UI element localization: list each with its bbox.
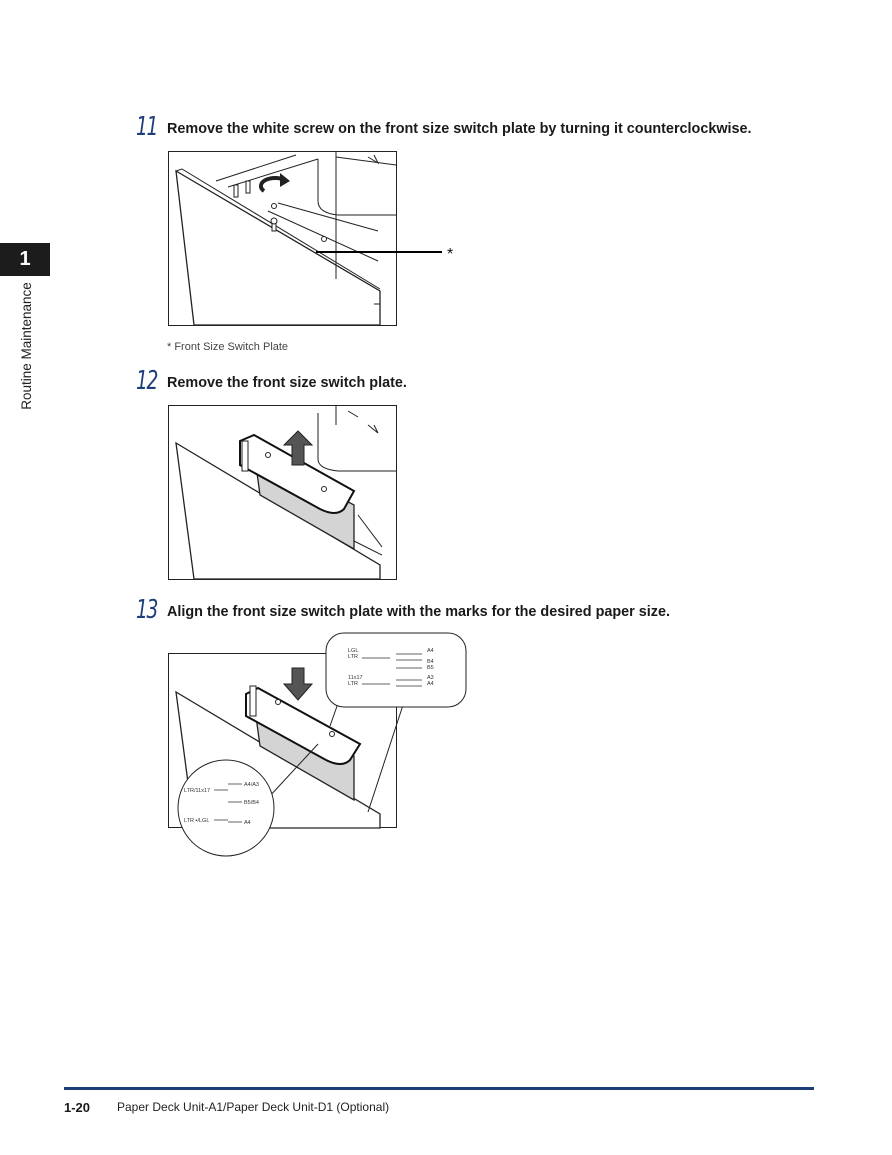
mark-a4-r-bottom: A4	[244, 820, 251, 826]
mark-a4: A4	[427, 681, 434, 687]
mark-lgl: LGL	[348, 648, 359, 654]
step-13-number: 13	[136, 595, 157, 625]
mark-11x17: 11x17	[348, 675, 363, 681]
mark-a4-r: A4	[427, 648, 434, 654]
mark-ltr-lgl: LTR ▪/LGL	[184, 818, 210, 824]
mark-a3: A3	[427, 675, 434, 681]
figure-caption: * Front Size Switch Plate	[167, 341, 289, 353]
mark-b5b4: B5/B4	[244, 800, 259, 806]
step-11-number: 11	[136, 112, 157, 142]
mark-ltr: LTR	[348, 681, 358, 687]
step-12-number: 12	[136, 366, 157, 396]
figure-align-plate	[168, 632, 470, 858]
mark-ltr-r: LTR	[348, 654, 358, 660]
figure-remove-plate	[168, 405, 398, 581]
footer-rule	[64, 1087, 814, 1090]
step-13-text: Align the front size switch plate with the marks for the desired paper size.	[167, 604, 670, 620]
figure-remove-screw	[168, 151, 468, 327]
chapter-title: Routine Maintenance	[19, 282, 34, 410]
chapter-tab: 1	[0, 243, 50, 276]
step-12-text: Remove the front size switch plate.	[167, 375, 407, 391]
step-11-text: Remove the white screw on the front size switch plate by turning it counterclockwise.	[167, 121, 752, 137]
mark-b5: B5	[427, 665, 434, 671]
mark-ltr11x17: LTR/11x17	[184, 788, 211, 794]
document-title: Paper Deck Unit-A1/Paper Deck Unit-D1 (Optional)	[117, 1100, 390, 1114]
page-number: 1-20	[64, 1100, 91, 1115]
figure-callout-star: *	[447, 246, 454, 263]
mark-a4a3: A4/A3	[244, 782, 259, 788]
mark-b4: B4	[427, 659, 434, 665]
